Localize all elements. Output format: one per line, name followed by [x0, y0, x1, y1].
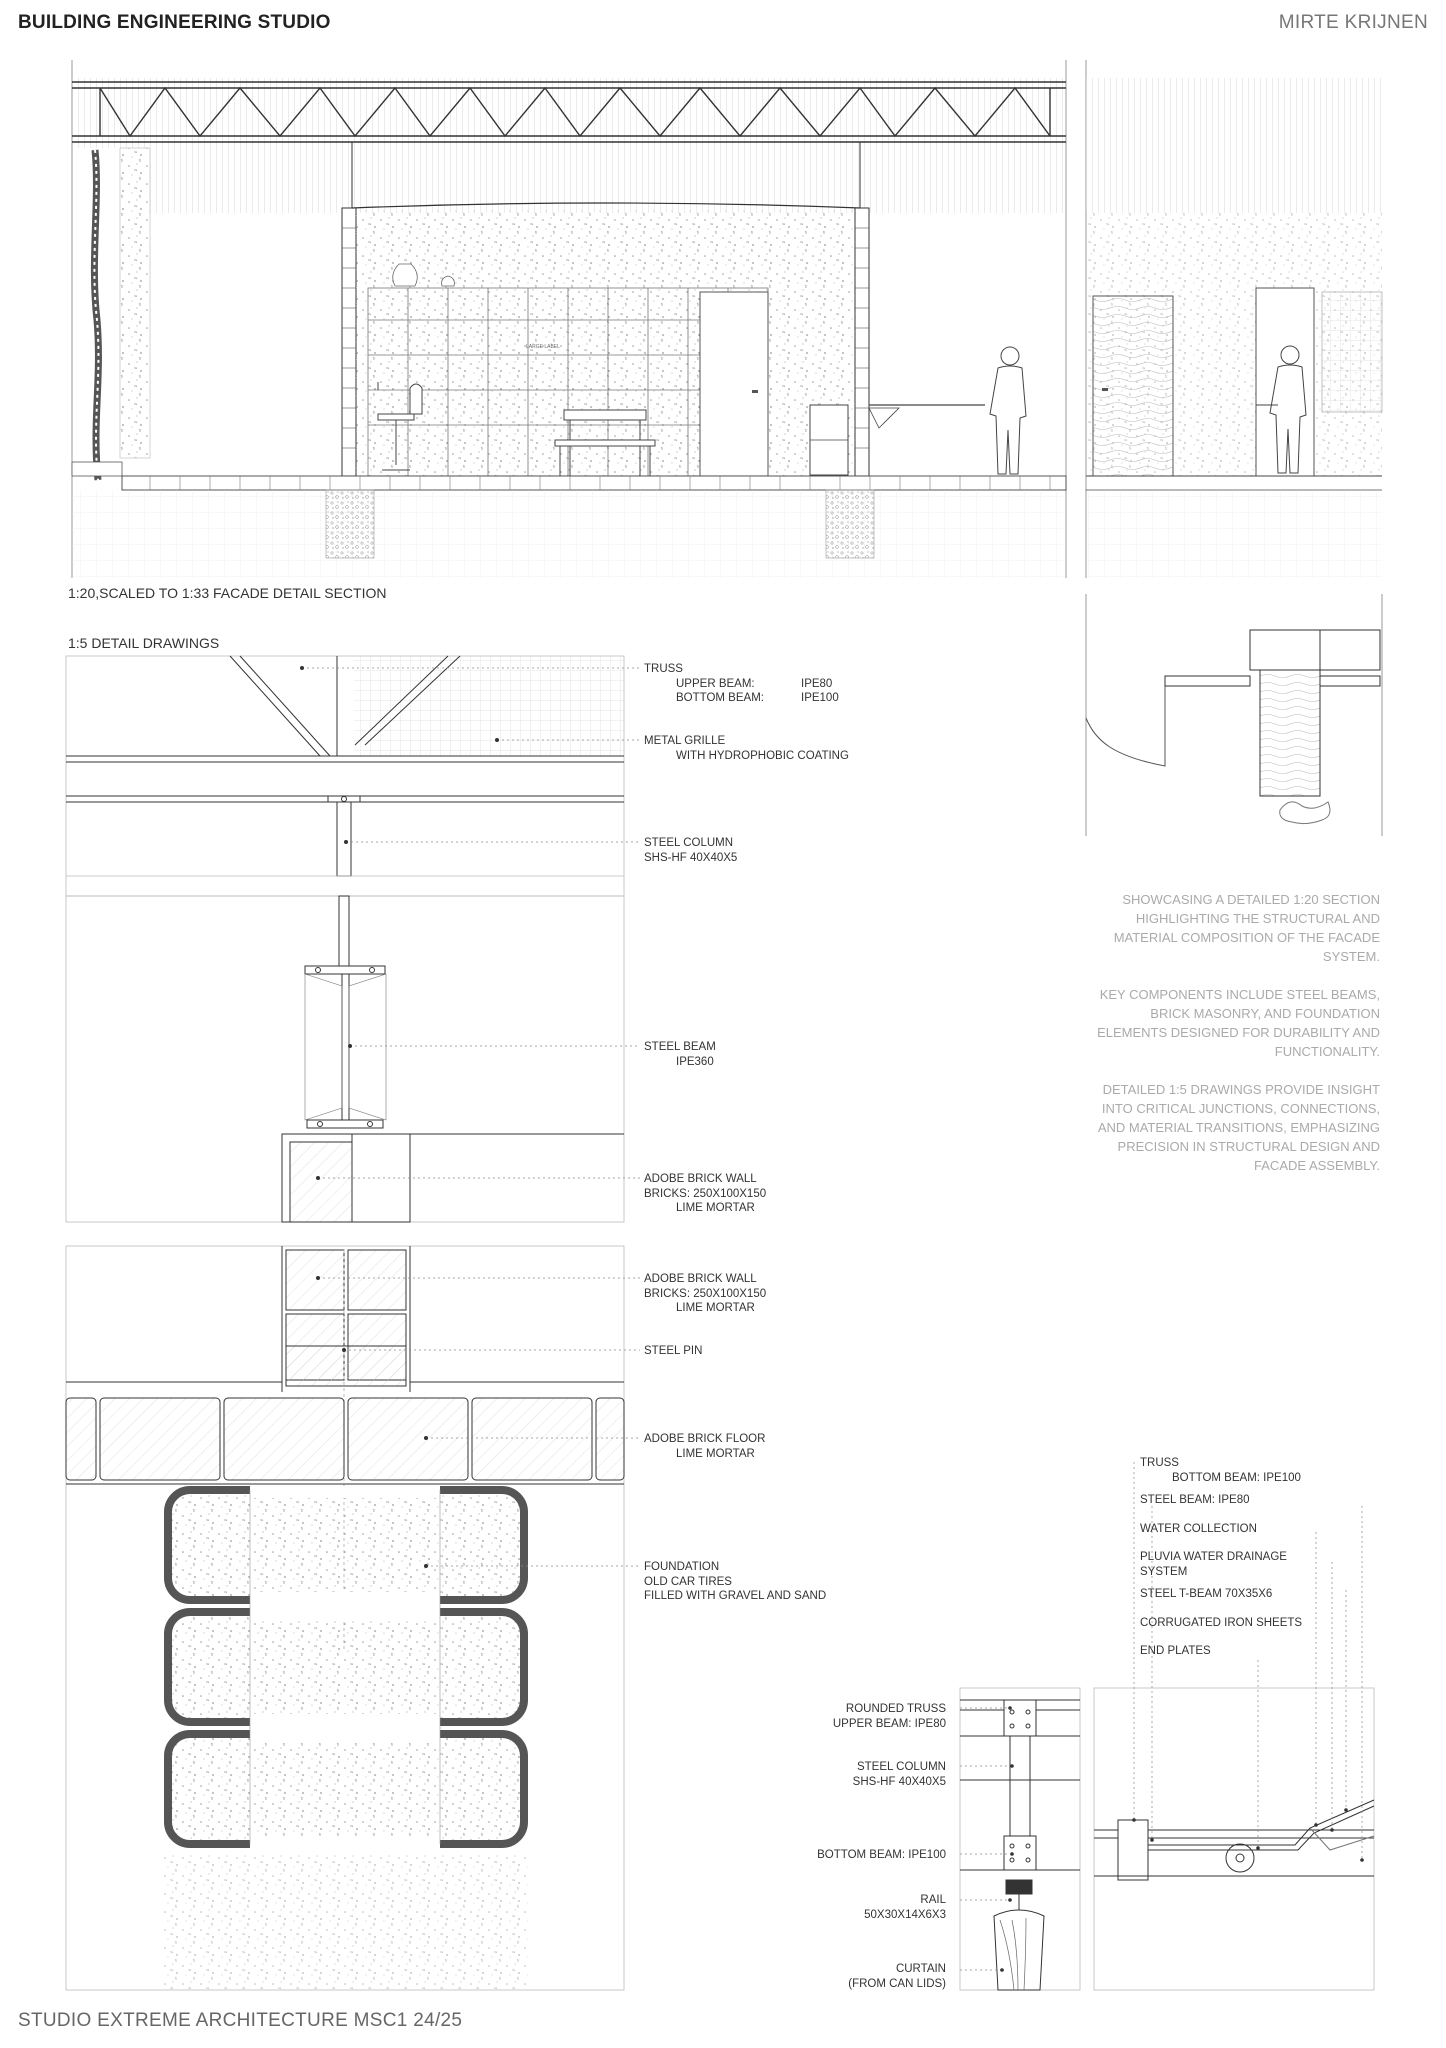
callout-column: STEEL COLUMN SHS-HF 40X40X5	[644, 837, 738, 864]
callout-beam: STEEL BEAM IPE360	[644, 1041, 716, 1068]
callout-rail: RAIL 50X30X14X6X3	[864, 1894, 946, 1921]
callout-foundation: FOUNDATION OLD CAR TIRES FILLED WITH GRAVEL AND SAND	[644, 1561, 827, 1602]
callout-rail-column: STEEL COLUMN SHS-HF 40X40X5	[852, 1761, 946, 1788]
facade-section	[72, 60, 1066, 578]
detail-threshold	[1086, 594, 1382, 836]
callout-wall-b: ADOBE BRICK WALL BRICKS: 250X100X150 LIME MORTAR	[644, 1273, 767, 1314]
shelf-label: LARGE LABEL	[526, 344, 560, 350]
callout-wall-a: ADOBE BRICK WALL BRICKS: 250X100X150 LIME MORTAR	[644, 1173, 767, 1214]
author-name: MIRTE KRIJNEN	[1278, 12, 1428, 33]
person-figure	[990, 347, 1026, 474]
callout-grille: METAL GRILLE WITH HYDROPHOBIC COATING	[644, 735, 849, 762]
project-description	[1090, 890, 1380, 1194]
callout-curtain: CURTAIN (FROM CAN LIDS)	[848, 1963, 946, 1990]
detail-truss-column	[66, 656, 624, 896]
callout-rounded-truss: ROUNDED TRUSS UPPER BEAM: IPE80	[832, 1703, 946, 1730]
roof-callouts: TRUSS BOTTOM BEAM: IPE100 STEEL BEAM: IPE80 WATER COLLECTION PLUVIA WATER DRAINAGE SYSTEM STEEL T-BEAM 70X35X6 CORRUGATED IRON SHEETS END PLATES	[1140, 1457, 1303, 1657]
floor-bricks	[122, 476, 1066, 490]
callout-floor: ADOBE BRICK FLOOR LIME MORTAR	[644, 1433, 766, 1460]
callout-pin: STEEL PIN	[644, 1345, 703, 1357]
side-elevation	[1086, 60, 1382, 578]
description-paragraph: DETAILED 1:5 DRAWINGS PROVIDE INSIGHT INTO CRITICAL JUNCTIONS, CONNECTIONS, AND MATERIAL TRANSITIONS, EMPHASIZING PRECISION IN STRUCTURAL DESIGN AND FACADE ASSEMBLY.	[1097, 1082, 1380, 1173]
description-paragraph: KEY COMPONENTS INCLUDE STEEL BEAMS, BRICK MASONRY, AND FOUNDATION ELEMENTS DESIGNED FOR DURABILITY AND FUNCTIONALITY.	[1097, 987, 1380, 1059]
facade-section-label: 1:20,SCALED TO 1:33 FACADE DETAIL SECTION	[68, 585, 387, 601]
detail-drawings-label: 1:5 DETAIL DRAWINGS	[68, 635, 220, 651]
detail-beam-wall	[66, 896, 624, 1222]
detail-rail-curtain	[960, 1688, 1080, 1990]
description-paragraph: SHOWCASING A DETAILED 1:20 SECTION HIGHLIGHTING THE STRUCTURAL AND MATERIAL COMPOSITION OF THE FACADE SYSTEM.	[1113, 892, 1380, 964]
callout-rail-bottom: BOTTOM BEAM: IPE100	[817, 1849, 946, 1861]
callout-truss: TRUSS UPPER BEAM: IPE80 BOTTOM BEAM: IPE100	[644, 663, 839, 704]
detail-foundation	[66, 1246, 624, 1990]
tire-stack	[168, 1490, 524, 1844]
footer-studio: STUDIO EXTREME ARCHITECTURE MSC1 24/25	[18, 2010, 463, 2031]
page-title: BUILDING ENGINEERING STUDIO	[18, 12, 331, 33]
